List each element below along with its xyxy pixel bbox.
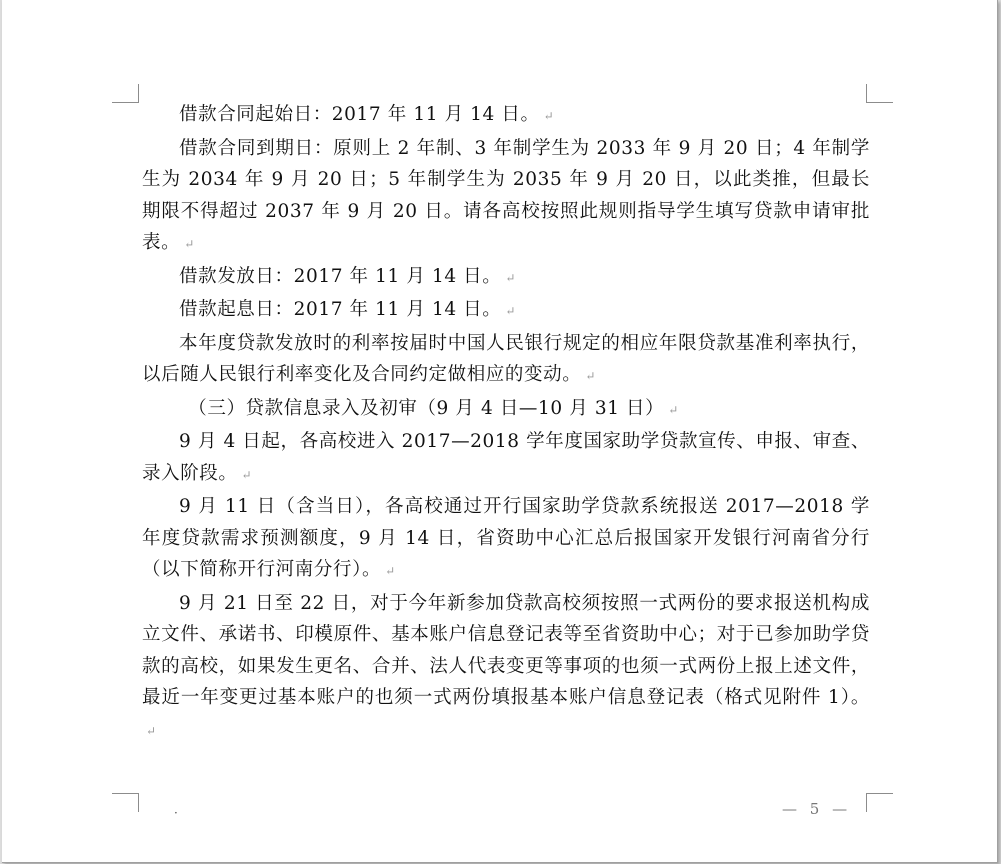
paragraph-mark-icon: ↵ bbox=[385, 564, 396, 578]
paragraph: 借款发放日：2017 年 11 月 14 日。 ↵ bbox=[179, 265, 516, 287]
paragraph-mark-icon: ↵ bbox=[184, 237, 195, 251]
paragraph-mark-icon: ↵ bbox=[505, 304, 516, 318]
page-number: — 5 — bbox=[782, 800, 852, 818]
paragraph-mark-icon: ↵ bbox=[668, 402, 679, 417]
paragraph: 9 月 11 日（含当日），各高校通过开行国家助学贷款系统报送 2017—2018 学年度贷款需求预测额度，9 月 14 日，省资助中心汇总后报国家开发银行河南省分行（以下简称开行河南分行）。 ↵ bbox=[142, 496, 870, 580]
paragraph-mark-icon: ↵ bbox=[146, 723, 157, 738]
paragraph: 借款合同到期日：原则上 2 年制、3 年制学生为 2033 年 9 月 20 日；4 年制学生为 2034 年 9 月 20 日；5 年制学生为 2035 年 9 月 20 日，以此类推，但最长期限不得超过 2037 年 9 月 20 日。请各高校按照此规则指导学生填写贷款申请审批表。 ↵ bbox=[142, 137, 870, 253]
paragraph-mark-icon: ↵ bbox=[543, 109, 554, 123]
document-page bbox=[2, 0, 998, 863]
paragraph: 借款起息日：2017 年 11 月 14 日。 ↵ bbox=[179, 299, 516, 320]
paragraph: 借款合同起始日：2017 年 11 月 14 日。 ↵ bbox=[179, 104, 554, 125]
crop-mark-bottom-left bbox=[112, 793, 139, 812]
paragraph-mark-icon: ↵ bbox=[505, 270, 516, 285]
crop-mark-bottom-right bbox=[866, 793, 893, 812]
paragraph: 9 月 21 日至 22 日，对于今年新参加贷款高校须按照一式两份的要求报送机构成立文件、承诺书、印模原件、基本账户信息登记表等至省资助中心；对于已参加助学贷款的高校，如果发生更名、合并、法人代表变更等事项的也须一式两份上报上述文件，最近一年变更过基本账户的也须一式两份填报基本账户信息登记表（格式见附件 1）。↵ bbox=[142, 592, 870, 738]
document-body[interactable] bbox=[142, 99, 870, 747]
paragraph: 9 月 4 日起，各高校进入 2017—2018 学年度国家助学贷款宣传、申报、审查、录入阶段。 ↵ bbox=[142, 431, 870, 484]
crop-mark-top-right bbox=[866, 84, 893, 103]
section-heading: （三）贷款信息录入及初审（9 月 4 日—10 月 31 日） ↵ bbox=[188, 397, 679, 419]
footer-marker: · bbox=[174, 806, 178, 820]
paragraph-mark-icon: ↵ bbox=[585, 369, 596, 383]
paragraph-mark-icon: ↵ bbox=[241, 467, 252, 482]
crop-mark-top-left bbox=[112, 84, 139, 103]
paragraph: 本年度贷款发放时的利率按届时中国人民银行规定的相应年限贷款基准利率执行，以后随人民银行利率变化及合同约定做相应的变动。 ↵ bbox=[142, 332, 870, 385]
